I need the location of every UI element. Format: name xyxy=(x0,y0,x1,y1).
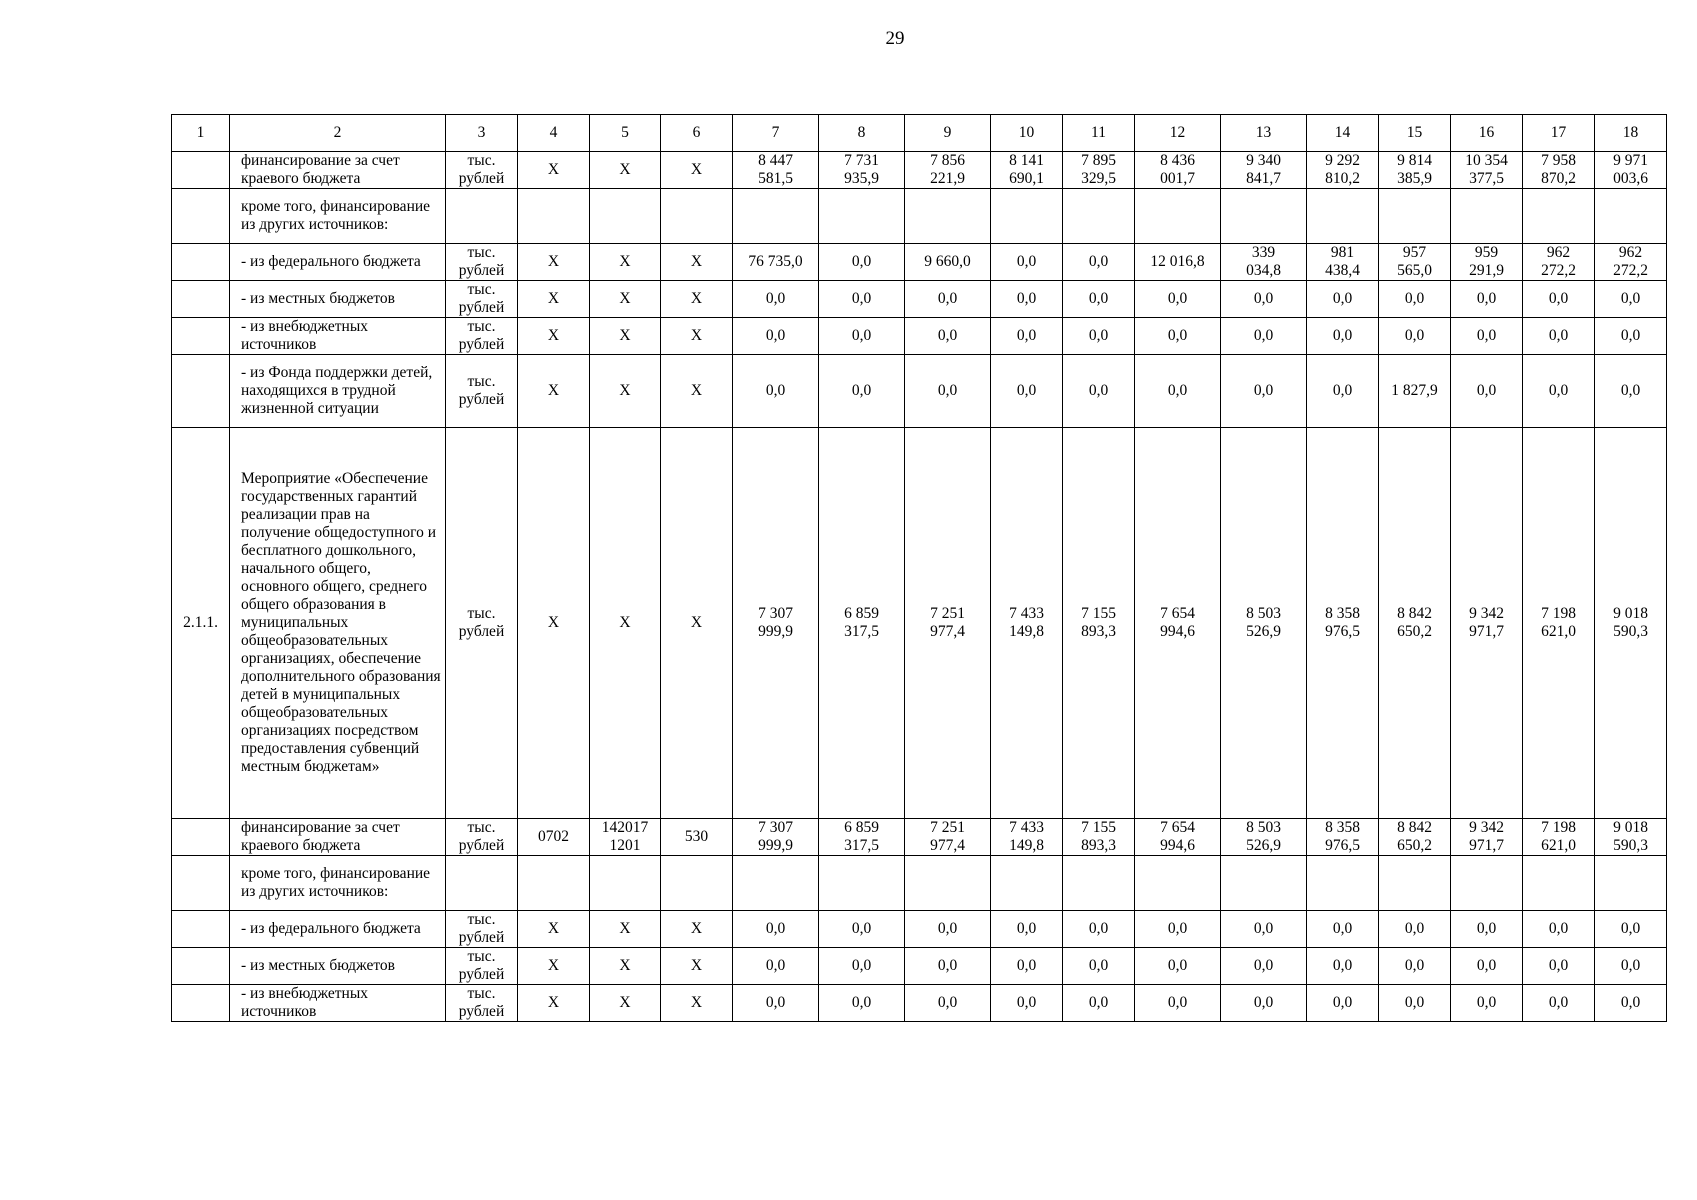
table-cell: 8 842 650,2 xyxy=(1379,428,1451,819)
table-cell: 0,0 xyxy=(733,281,819,318)
row-label-cell: - из внебюджетных источников xyxy=(230,985,446,1022)
table-cell: 0,0 xyxy=(733,985,819,1022)
table-cell: 9 342 971,7 xyxy=(1451,819,1523,856)
table-cell: 0,0 xyxy=(905,281,991,318)
table-cell: 0,0 xyxy=(1595,948,1667,985)
table-cell xyxy=(661,189,733,244)
table-cell: 0,0 xyxy=(1135,985,1221,1022)
table-cell: Х xyxy=(661,911,733,948)
table-cell: 0,0 xyxy=(991,911,1063,948)
table-cell xyxy=(1595,189,1667,244)
table-cell: 0,0 xyxy=(991,281,1063,318)
table-cell: 0,0 xyxy=(991,318,1063,355)
table-cell: 0,0 xyxy=(1595,985,1667,1022)
table-cell: 7 654 994,6 xyxy=(1135,428,1221,819)
table-cell: 0,0 xyxy=(1595,355,1667,428)
table-cell: 0,0 xyxy=(905,318,991,355)
table-cell: 0,0 xyxy=(819,244,905,281)
table-cell: 8 842 650,2 xyxy=(1379,819,1451,856)
table-cell: 7 307 999,9 xyxy=(733,428,819,819)
table-cell: 0,0 xyxy=(1523,281,1595,318)
table-cell xyxy=(1307,856,1379,911)
table-cell: Х xyxy=(518,985,590,1022)
table-cell xyxy=(1135,856,1221,911)
table-cell xyxy=(518,189,590,244)
table-cell xyxy=(1451,856,1523,911)
table-cell: 0,0 xyxy=(819,911,905,948)
table-cell: 0,0 xyxy=(733,355,819,428)
row-label-cell: - из федерального бюджета xyxy=(230,244,446,281)
table-cell xyxy=(172,152,230,189)
table-row xyxy=(172,355,1667,428)
table-cell: 7 856 221,9 xyxy=(905,152,991,189)
table-cell: 6 859 317,5 xyxy=(819,819,905,856)
row-label-cell: - из федерального бюджета xyxy=(230,911,446,948)
table-cell xyxy=(172,355,230,428)
row-label-cell: Мероприятие «Обеспечение государственных гарантий реализации прав на получение общедоступного и бесплатного дошкольного, начального общего, основного общего, среднего общего образования в муниципальных общеобразовательных организациях, обеспечение дополнительного образования детей в муниципальных общеобразовательных организациях посредством предоставления субвенций местным бюджетам» xyxy=(230,428,446,819)
table-cell: 7 433 149,8 xyxy=(991,428,1063,819)
table-cell: 0,0 xyxy=(905,985,991,1022)
table-cell: 959 291,9 xyxy=(1451,244,1523,281)
table-cell: 7 198 621,0 xyxy=(1523,428,1595,819)
table-cell: 8 358 976,5 xyxy=(1307,428,1379,819)
row-label-cell: - из внебюджетных источников xyxy=(230,318,446,355)
table-row xyxy=(172,189,1667,244)
table-cell: 10 354 377,5 xyxy=(1451,152,1523,189)
table-cell: 7 895 329,5 xyxy=(1063,152,1135,189)
table-cell: 0,0 xyxy=(905,948,991,985)
table-cell: 9 814 385,9 xyxy=(1379,152,1451,189)
table-cell xyxy=(172,819,230,856)
column-header: 3 xyxy=(446,115,518,152)
table-cell: Х xyxy=(518,152,590,189)
table-cell: 0,0 xyxy=(1221,281,1307,318)
table-cell: 0,0 xyxy=(991,985,1063,1022)
table-cell: Х xyxy=(590,948,661,985)
table-cell xyxy=(172,189,230,244)
table-cell: 0,0 xyxy=(1523,985,1595,1022)
table-cell xyxy=(1063,856,1135,911)
table-cell: тыс. рублей xyxy=(446,819,518,856)
table-cell: тыс. рублей xyxy=(446,355,518,428)
table-row xyxy=(172,428,1667,819)
table-cell: 0,0 xyxy=(1307,355,1379,428)
row-label-cell: кроме того, финансирование из других источников: xyxy=(230,189,446,244)
table-cell: 7 307 999,9 xyxy=(733,819,819,856)
table-cell xyxy=(1523,189,1595,244)
table-cell xyxy=(172,948,230,985)
row-label-cell: финансирование за счет краевого бюджета xyxy=(230,819,446,856)
table-cell xyxy=(1379,856,1451,911)
column-header: 13 xyxy=(1221,115,1307,152)
table-cell xyxy=(819,856,905,911)
table-cell: 0702 xyxy=(518,819,590,856)
table-cell: 0,0 xyxy=(1595,281,1667,318)
table-cell: Х xyxy=(661,948,733,985)
column-header: 1 xyxy=(172,115,230,152)
table-cell: 6 859 317,5 xyxy=(819,428,905,819)
table-cell: Х xyxy=(518,244,590,281)
table-cell: Х xyxy=(661,318,733,355)
table-cell: 0,0 xyxy=(733,318,819,355)
table-cell xyxy=(661,856,733,911)
table-cell: 0,0 xyxy=(819,281,905,318)
table-cell: 8 141 690,1 xyxy=(991,152,1063,189)
table-cell: Х xyxy=(590,428,661,819)
table-cell: 0,0 xyxy=(1451,318,1523,355)
table-cell xyxy=(446,856,518,911)
table-cell: 0,0 xyxy=(1379,318,1451,355)
table-cell xyxy=(1135,189,1221,244)
table-cell: 0,0 xyxy=(819,985,905,1022)
table-cell: тыс. рублей xyxy=(446,244,518,281)
table-cell: 142017 1201 xyxy=(590,819,661,856)
page-number: 29 xyxy=(885,28,905,49)
table-cell xyxy=(1221,856,1307,911)
table-cell: Х xyxy=(590,152,661,189)
table-cell xyxy=(172,244,230,281)
column-header: 8 xyxy=(819,115,905,152)
table-cell: 8 436 001,7 xyxy=(1135,152,1221,189)
table-cell xyxy=(733,856,819,911)
column-header: 7 xyxy=(733,115,819,152)
table-row xyxy=(172,911,1667,948)
table-cell: 530 xyxy=(661,819,733,856)
row-label-cell: финансирование за счет краевого бюджета xyxy=(230,152,446,189)
table-cell: 9 660,0 xyxy=(905,244,991,281)
table-cell: 7 251 977,4 xyxy=(905,428,991,819)
table-cell: Х xyxy=(661,985,733,1022)
table-cell xyxy=(172,318,230,355)
table-cell: 962 272,2 xyxy=(1523,244,1595,281)
table-cell: Х xyxy=(661,428,733,819)
column-header: 18 xyxy=(1595,115,1667,152)
table-cell xyxy=(819,189,905,244)
table-cell: 0,0 xyxy=(1451,281,1523,318)
table-cell: 0,0 xyxy=(1063,985,1135,1022)
table-cell: 0,0 xyxy=(1135,948,1221,985)
table-cell: Х xyxy=(590,318,661,355)
table-row xyxy=(172,985,1667,1022)
table-cell: 8 503 526,9 xyxy=(1221,819,1307,856)
table-cell: 962 272,2 xyxy=(1595,244,1667,281)
column-header: 2 xyxy=(230,115,446,152)
table-cell: 0,0 xyxy=(1307,281,1379,318)
table-cell: 7 433 149,8 xyxy=(991,819,1063,856)
table-cell: Х xyxy=(661,152,733,189)
table-cell: Х xyxy=(661,244,733,281)
table-cell xyxy=(172,985,230,1022)
table-cell: Х xyxy=(590,244,661,281)
table-cell: Х xyxy=(518,911,590,948)
table-cell: 0,0 xyxy=(1523,355,1595,428)
table-cell: Х xyxy=(590,911,661,948)
table-cell: 0,0 xyxy=(1595,318,1667,355)
table-cell: 0,0 xyxy=(1221,985,1307,1022)
table-cell: 0,0 xyxy=(1221,948,1307,985)
table-cell xyxy=(172,856,230,911)
table-cell: 0,0 xyxy=(1063,244,1135,281)
table-cell: 0,0 xyxy=(1379,911,1451,948)
budget-table xyxy=(171,114,1667,1022)
table-cell xyxy=(172,911,230,948)
table-cell: 0,0 xyxy=(1135,355,1221,428)
table-row xyxy=(172,856,1667,911)
table-cell: 0,0 xyxy=(733,911,819,948)
table-cell: 0,0 xyxy=(1307,318,1379,355)
table-cell: 981 438,4 xyxy=(1307,244,1379,281)
table-cell: 0,0 xyxy=(1307,911,1379,948)
table-cell: 0,0 xyxy=(1063,318,1135,355)
table-row xyxy=(172,281,1667,318)
column-header: 12 xyxy=(1135,115,1221,152)
table-cell: 0,0 xyxy=(1523,911,1595,948)
table-cell xyxy=(172,281,230,318)
table-cell xyxy=(1523,856,1595,911)
table-cell: тыс. рублей xyxy=(446,281,518,318)
table-cell: тыс. рублей xyxy=(446,152,518,189)
table-body xyxy=(172,115,1667,1022)
column-header: 4 xyxy=(518,115,590,152)
table-cell xyxy=(590,856,661,911)
table-cell xyxy=(1595,856,1667,911)
table-cell: 0,0 xyxy=(1063,911,1135,948)
table-cell: 0,0 xyxy=(1379,948,1451,985)
table-cell: 0,0 xyxy=(991,244,1063,281)
table-cell xyxy=(1221,189,1307,244)
table-cell: 0,0 xyxy=(1221,355,1307,428)
table-cell: 9 340 841,7 xyxy=(1221,152,1307,189)
table-cell xyxy=(1379,189,1451,244)
table-row xyxy=(172,819,1667,856)
table-cell: Х xyxy=(661,281,733,318)
table-cell: Х xyxy=(518,355,590,428)
table-cell: Х xyxy=(590,985,661,1022)
table-cell: 8 503 526,9 xyxy=(1221,428,1307,819)
table-cell: Х xyxy=(518,428,590,819)
table-cell: 7 251 977,4 xyxy=(905,819,991,856)
table-cell: 0,0 xyxy=(1379,985,1451,1022)
table-cell: 0,0 xyxy=(1451,985,1523,1022)
column-header: 17 xyxy=(1523,115,1595,152)
table-cell xyxy=(733,189,819,244)
table-cell: тыс. рублей xyxy=(446,428,518,819)
table-cell: 0,0 xyxy=(905,355,991,428)
row-label-cell: - из местных бюджетов xyxy=(230,281,446,318)
column-header: 9 xyxy=(905,115,991,152)
table-row xyxy=(172,152,1667,189)
table-cell: 0,0 xyxy=(733,948,819,985)
table-cell: 0,0 xyxy=(819,318,905,355)
table-cell xyxy=(590,189,661,244)
column-header: 11 xyxy=(1063,115,1135,152)
table-cell: Х xyxy=(518,281,590,318)
table-cell: Х xyxy=(590,355,661,428)
table-row xyxy=(172,244,1667,281)
table-cell: 339 034,8 xyxy=(1221,244,1307,281)
table-cell xyxy=(1063,189,1135,244)
row-label-cell: кроме того, финансирование из других источников: xyxy=(230,856,446,911)
column-header: 6 xyxy=(661,115,733,152)
table-cell: 0,0 xyxy=(1451,911,1523,948)
table-cell: Х xyxy=(518,318,590,355)
table-cell xyxy=(991,189,1063,244)
table-cell: 7 958 870,2 xyxy=(1523,152,1595,189)
table-cell: 0,0 xyxy=(1595,911,1667,948)
table-cell: 0,0 xyxy=(1063,355,1135,428)
table-row xyxy=(172,948,1667,985)
table-cell: 9 018 590,3 xyxy=(1595,819,1667,856)
table-cell: 957 565,0 xyxy=(1379,244,1451,281)
table-cell: 0,0 xyxy=(1221,911,1307,948)
table-cell xyxy=(905,189,991,244)
table-cell: 8 447 581,5 xyxy=(733,152,819,189)
table-cell: 0,0 xyxy=(1379,281,1451,318)
table-cell: Х xyxy=(518,948,590,985)
table-cell: 0,0 xyxy=(905,911,991,948)
table-cell: 7 155 893,3 xyxy=(1063,819,1135,856)
table-cell: 12 016,8 xyxy=(1135,244,1221,281)
table-cell: тыс. рублей xyxy=(446,985,518,1022)
row-label-cell: - из Фонда поддержки детей, находящихся в трудной жизненной ситуации xyxy=(230,355,446,428)
column-header: 14 xyxy=(1307,115,1379,152)
table-cell: 0,0 xyxy=(1135,911,1221,948)
table-cell: 7 731 935,9 xyxy=(819,152,905,189)
table-cell: Х xyxy=(661,355,733,428)
table-row xyxy=(172,318,1667,355)
table-cell: 2.1.1. xyxy=(172,428,230,819)
table-cell: 9 292 810,2 xyxy=(1307,152,1379,189)
table-cell: 0,0 xyxy=(1135,318,1221,355)
table-cell: 0,0 xyxy=(1221,318,1307,355)
column-header: 16 xyxy=(1451,115,1523,152)
table-cell: 9 971 003,6 xyxy=(1595,152,1667,189)
table-cell: 0,0 xyxy=(1523,318,1595,355)
row-label-cell: - из местных бюджетов xyxy=(230,948,446,985)
table-cell: 7 155 893,3 xyxy=(1063,428,1135,819)
header-row xyxy=(172,115,1667,152)
table-cell xyxy=(905,856,991,911)
table-cell: 0,0 xyxy=(819,355,905,428)
table-cell: 9 018 590,3 xyxy=(1595,428,1667,819)
table-cell: тыс. рублей xyxy=(446,911,518,948)
table-cell: тыс. рублей xyxy=(446,318,518,355)
table-cell: 0,0 xyxy=(1307,948,1379,985)
table-cell: 0,0 xyxy=(991,948,1063,985)
table-cell: 1 827,9 xyxy=(1379,355,1451,428)
table-cell xyxy=(1451,189,1523,244)
table-cell: 7 654 994,6 xyxy=(1135,819,1221,856)
column-header: 10 xyxy=(991,115,1063,152)
column-header: 15 xyxy=(1379,115,1451,152)
table-cell xyxy=(446,189,518,244)
column-header: 5 xyxy=(590,115,661,152)
table-cell: Х xyxy=(590,281,661,318)
table-cell: 0,0 xyxy=(1063,281,1135,318)
table-cell: 0,0 xyxy=(991,355,1063,428)
table-cell: 76 735,0 xyxy=(733,244,819,281)
table-cell: 9 342 971,7 xyxy=(1451,428,1523,819)
table-cell: 0,0 xyxy=(1135,281,1221,318)
table-cell: 0,0 xyxy=(1063,948,1135,985)
table-cell: тыс. рублей xyxy=(446,948,518,985)
table-cell: 7 198 621,0 xyxy=(1523,819,1595,856)
table-cell: 0,0 xyxy=(1523,948,1595,985)
table-cell: 0,0 xyxy=(1451,355,1523,428)
table-cell: 0,0 xyxy=(819,948,905,985)
table-cell: 0,0 xyxy=(1451,948,1523,985)
table-cell xyxy=(991,856,1063,911)
table-cell xyxy=(518,856,590,911)
table-cell xyxy=(1307,189,1379,244)
table-cell: 0,0 xyxy=(1307,985,1379,1022)
table-cell: 8 358 976,5 xyxy=(1307,819,1379,856)
